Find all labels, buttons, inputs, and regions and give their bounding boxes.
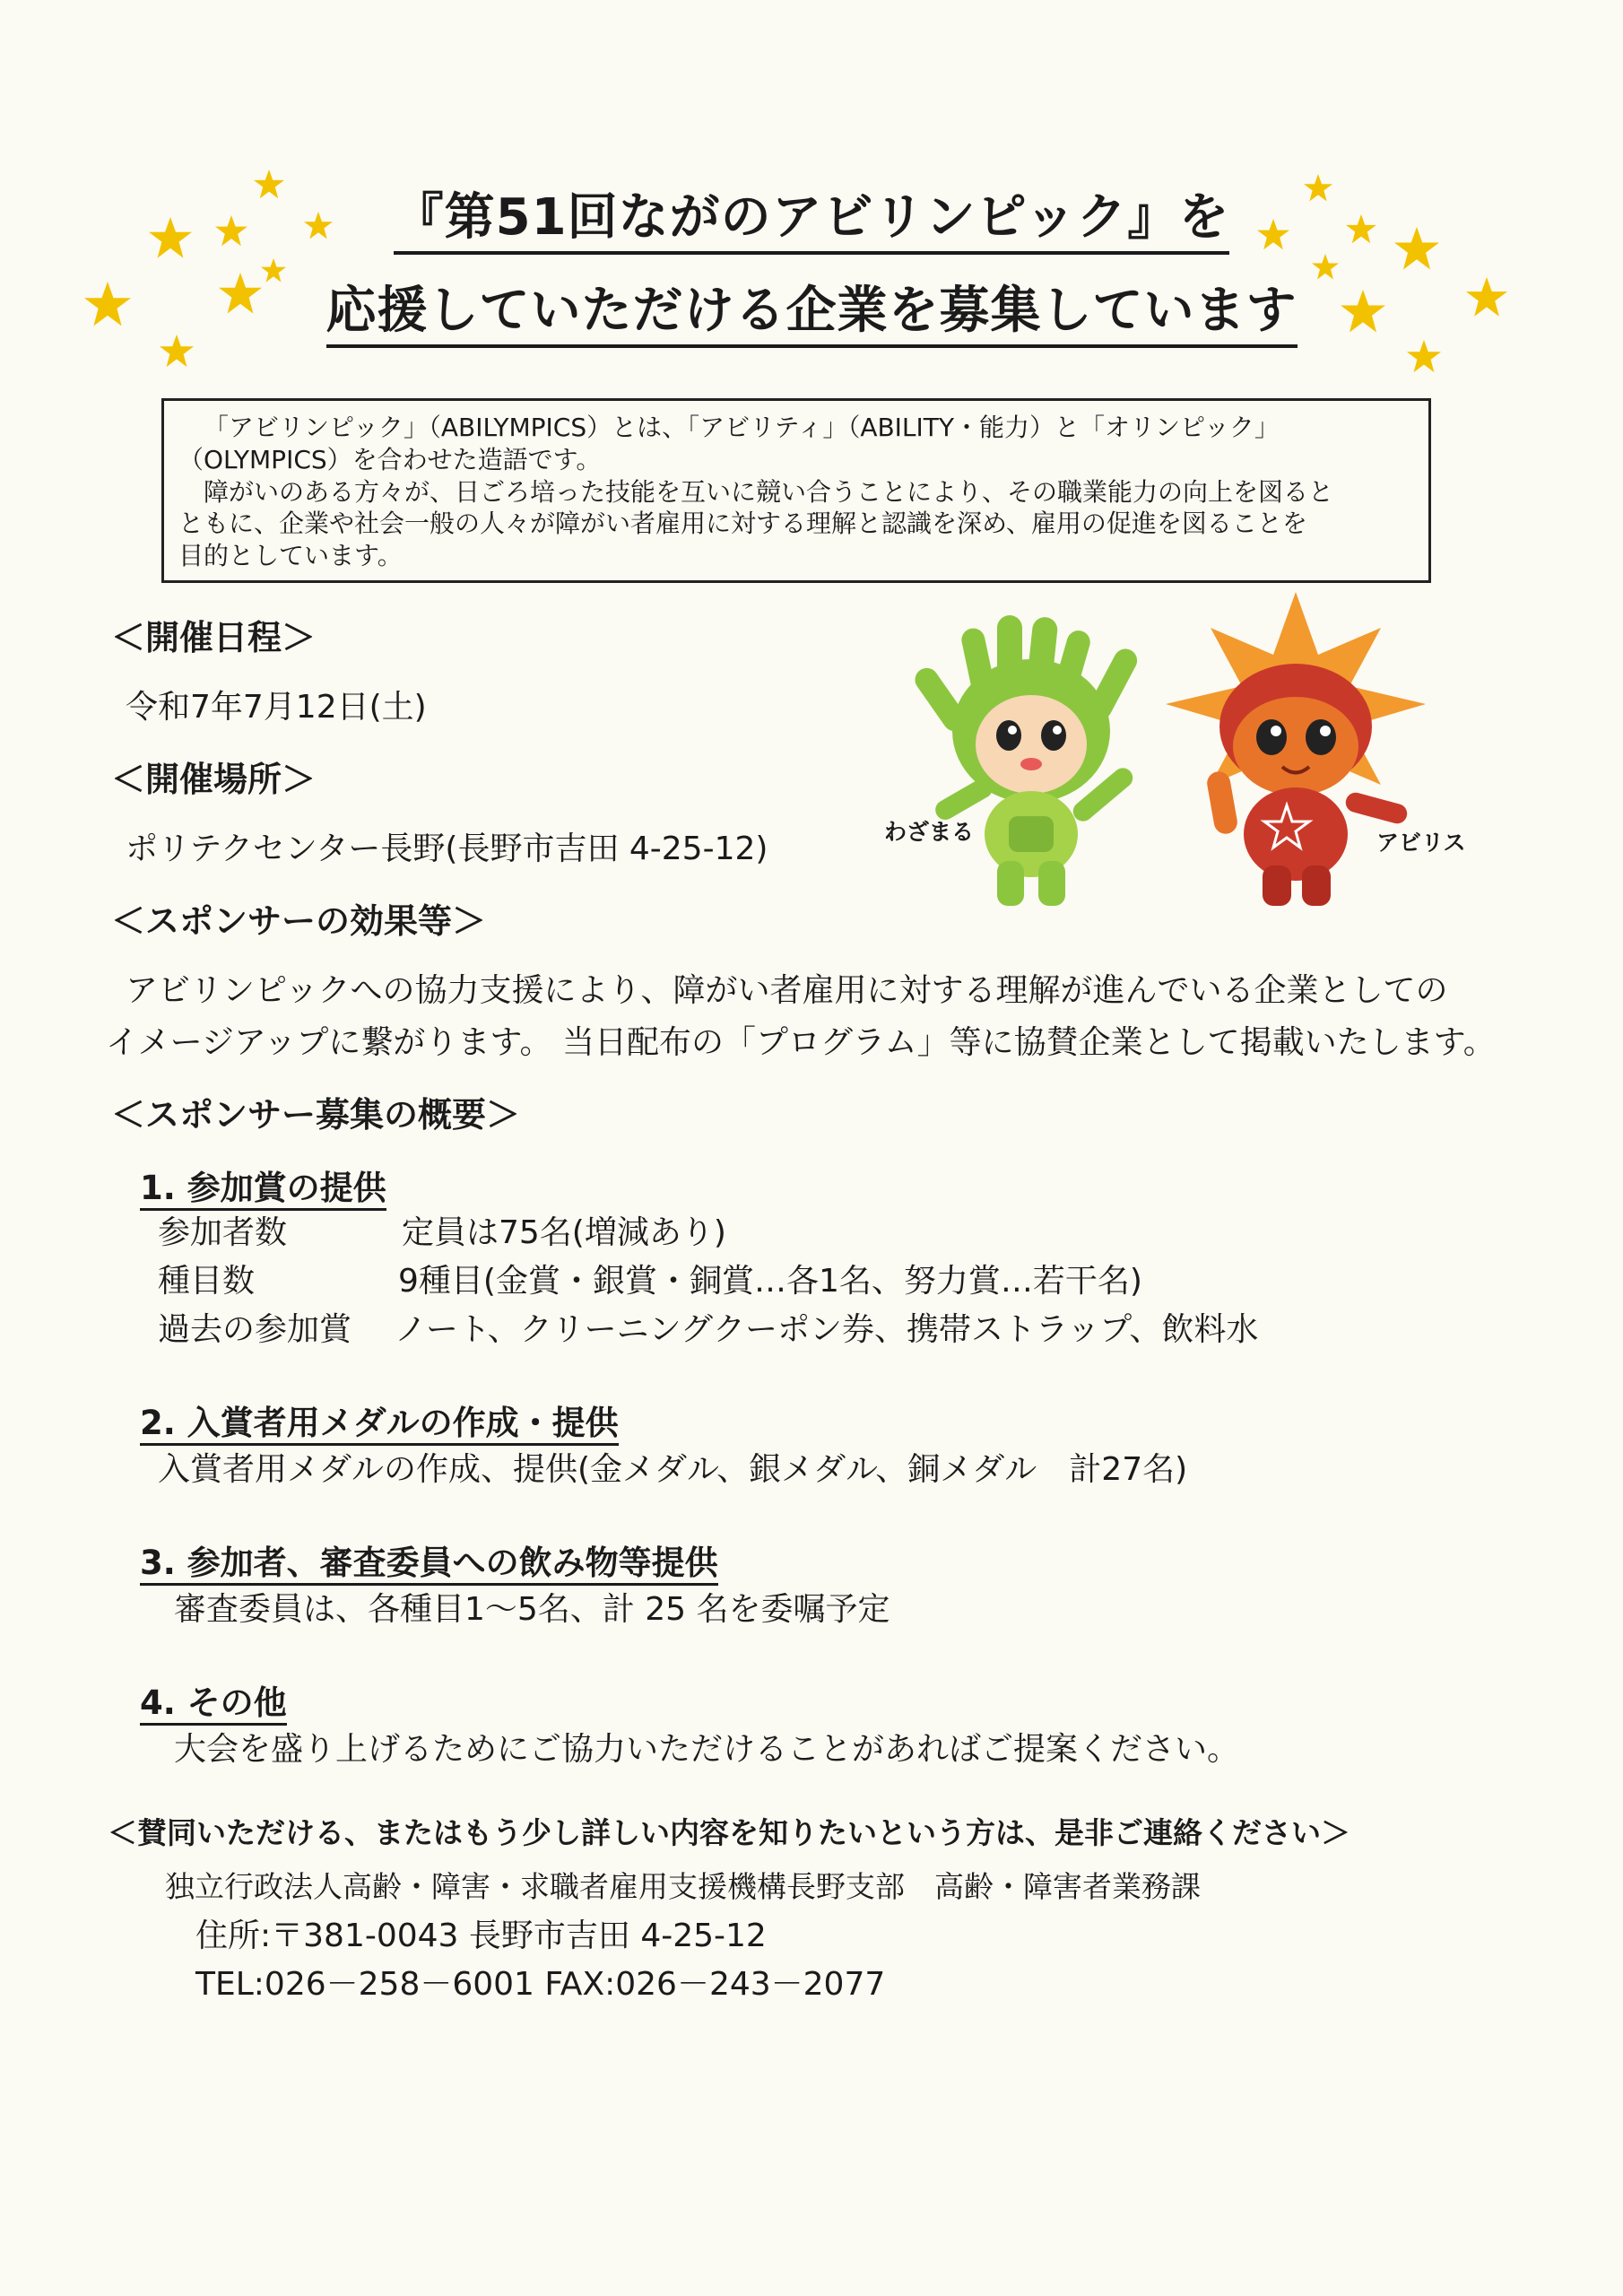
venue-value: ポリテクセンター長野(長野市吉田 4-25-12): [126, 831, 768, 867]
effects-line-2: イメージアップに繋がります。 当日配布の「プログラム」等に協賛企業として掲載いたします。: [106, 1024, 1496, 1061]
schedule-value: 令和7年7月12日(土): [126, 689, 427, 726]
item-1-title: [140, 1161, 386, 1209]
intro-line: 障がいのある方々が、日ごろ培った技能を互いに競い合うことにより、その職業能力の向上を図ると: [204, 476, 1334, 507]
item-2-title: [140, 1396, 619, 1444]
schedule-heading: ＜開催日程＞: [111, 618, 317, 657]
mascot-abirisu: [1157, 592, 1435, 915]
item-1-row: [158, 1256, 1324, 1299]
row-label: 参加者数: [158, 1214, 288, 1251]
overview-heading: ＜スポンサー募集の概要＞: [111, 1095, 521, 1135]
row-value: 9種目(金賞・銀賞・銅賞…各1名、努力賞…若干名): [398, 1263, 1142, 1300]
effects-line-1: アビリンピックへの協力支援により、障がい者雇用に対する理解が進んでいる企業としての: [126, 972, 1448, 1009]
intro-line: 「アビリンピック」（ABILYMPICS）とは、「アビリティ」（ABILITY・能力）と「オリンピック」: [204, 413, 1280, 442]
title-text-1: 『第51回ながのアビリンピック』を: [394, 187, 1230, 255]
contact-address: 住所:〒381-0043 長野市吉田 4-25-12: [195, 1918, 767, 1954]
row-label: 種目数: [158, 1263, 256, 1300]
item-3-text: 審査委員は、各種目1～5名、計 25 名を委嘱予定: [174, 1591, 890, 1628]
venue-heading: ＜開催場所＞: [111, 760, 317, 799]
star-icon: [1312, 254, 1339, 280]
item-3-title-text: 3. 参加者、審査委員への飲み物等提供: [140, 1544, 718, 1586]
item-4-title-text: 4. その他: [140, 1683, 287, 1726]
mascot-label-wazamaru: わざまる: [884, 819, 975, 845]
row-value: ノート、クリーニングクーポン券、携帯ストラップ、飲料水: [395, 1311, 1259, 1348]
item-4-title: [140, 1675, 287, 1724]
contact-phone: TEL:026－258－6001 FAX:026－243－2077: [195, 1966, 886, 2003]
mascot-label-abirisu: アビリス: [1376, 830, 1466, 856]
item-1-row: [158, 1207, 1324, 1250]
item-2-title-text: 2. 入賞者用メダルの作成・提供: [140, 1404, 619, 1446]
item-4-text: 大会を盛り上げるためにご協力いただけることがあればご提案ください。: [174, 1731, 1240, 1768]
star-icon: [261, 258, 286, 283]
contact-org: 独立行政法人高齢・障害・求職者雇用支援機構長野支部 高齢・障害者業務課: [165, 1869, 1201, 1904]
item-1-row: [158, 1304, 1324, 1347]
intro-line: ともに、企業や社会一般の人々が障がい者雇用に対する理解と認識を深め、雇用の促進を図ることを: [178, 509, 1307, 539]
intro-line: 目的としています。: [178, 541, 403, 571]
intro-line: （OLYMPICS）を合わせた造語です。: [178, 444, 602, 474]
item-3-title: [140, 1535, 718, 1584]
effects-heading: ＜スポンサーの効果等＞: [111, 901, 487, 941]
title-text-2: 応援していただける企業を募集しています: [326, 280, 1298, 348]
row-label: 過去の参加賞: [158, 1311, 352, 1348]
page-title-line1: [0, 187, 1623, 255]
contact-heading: ＜賛同いただける、またはもう少し詳しい内容を知りたいという方は、是非ご連絡ください＞: [108, 1815, 1350, 1850]
mascot-wazamaru: [897, 610, 1166, 915]
page-title-line2: [0, 280, 1623, 348]
intro-box: [161, 398, 1431, 583]
item-2-text: 入賞者用メダルの作成、提供(金メダル、銀メダル、銅メダル 計27名): [158, 1451, 1188, 1488]
row-value: 定員は75名(増減あり): [402, 1214, 726, 1251]
item-1-title-text: 1. 参加賞の提供: [140, 1169, 386, 1211]
